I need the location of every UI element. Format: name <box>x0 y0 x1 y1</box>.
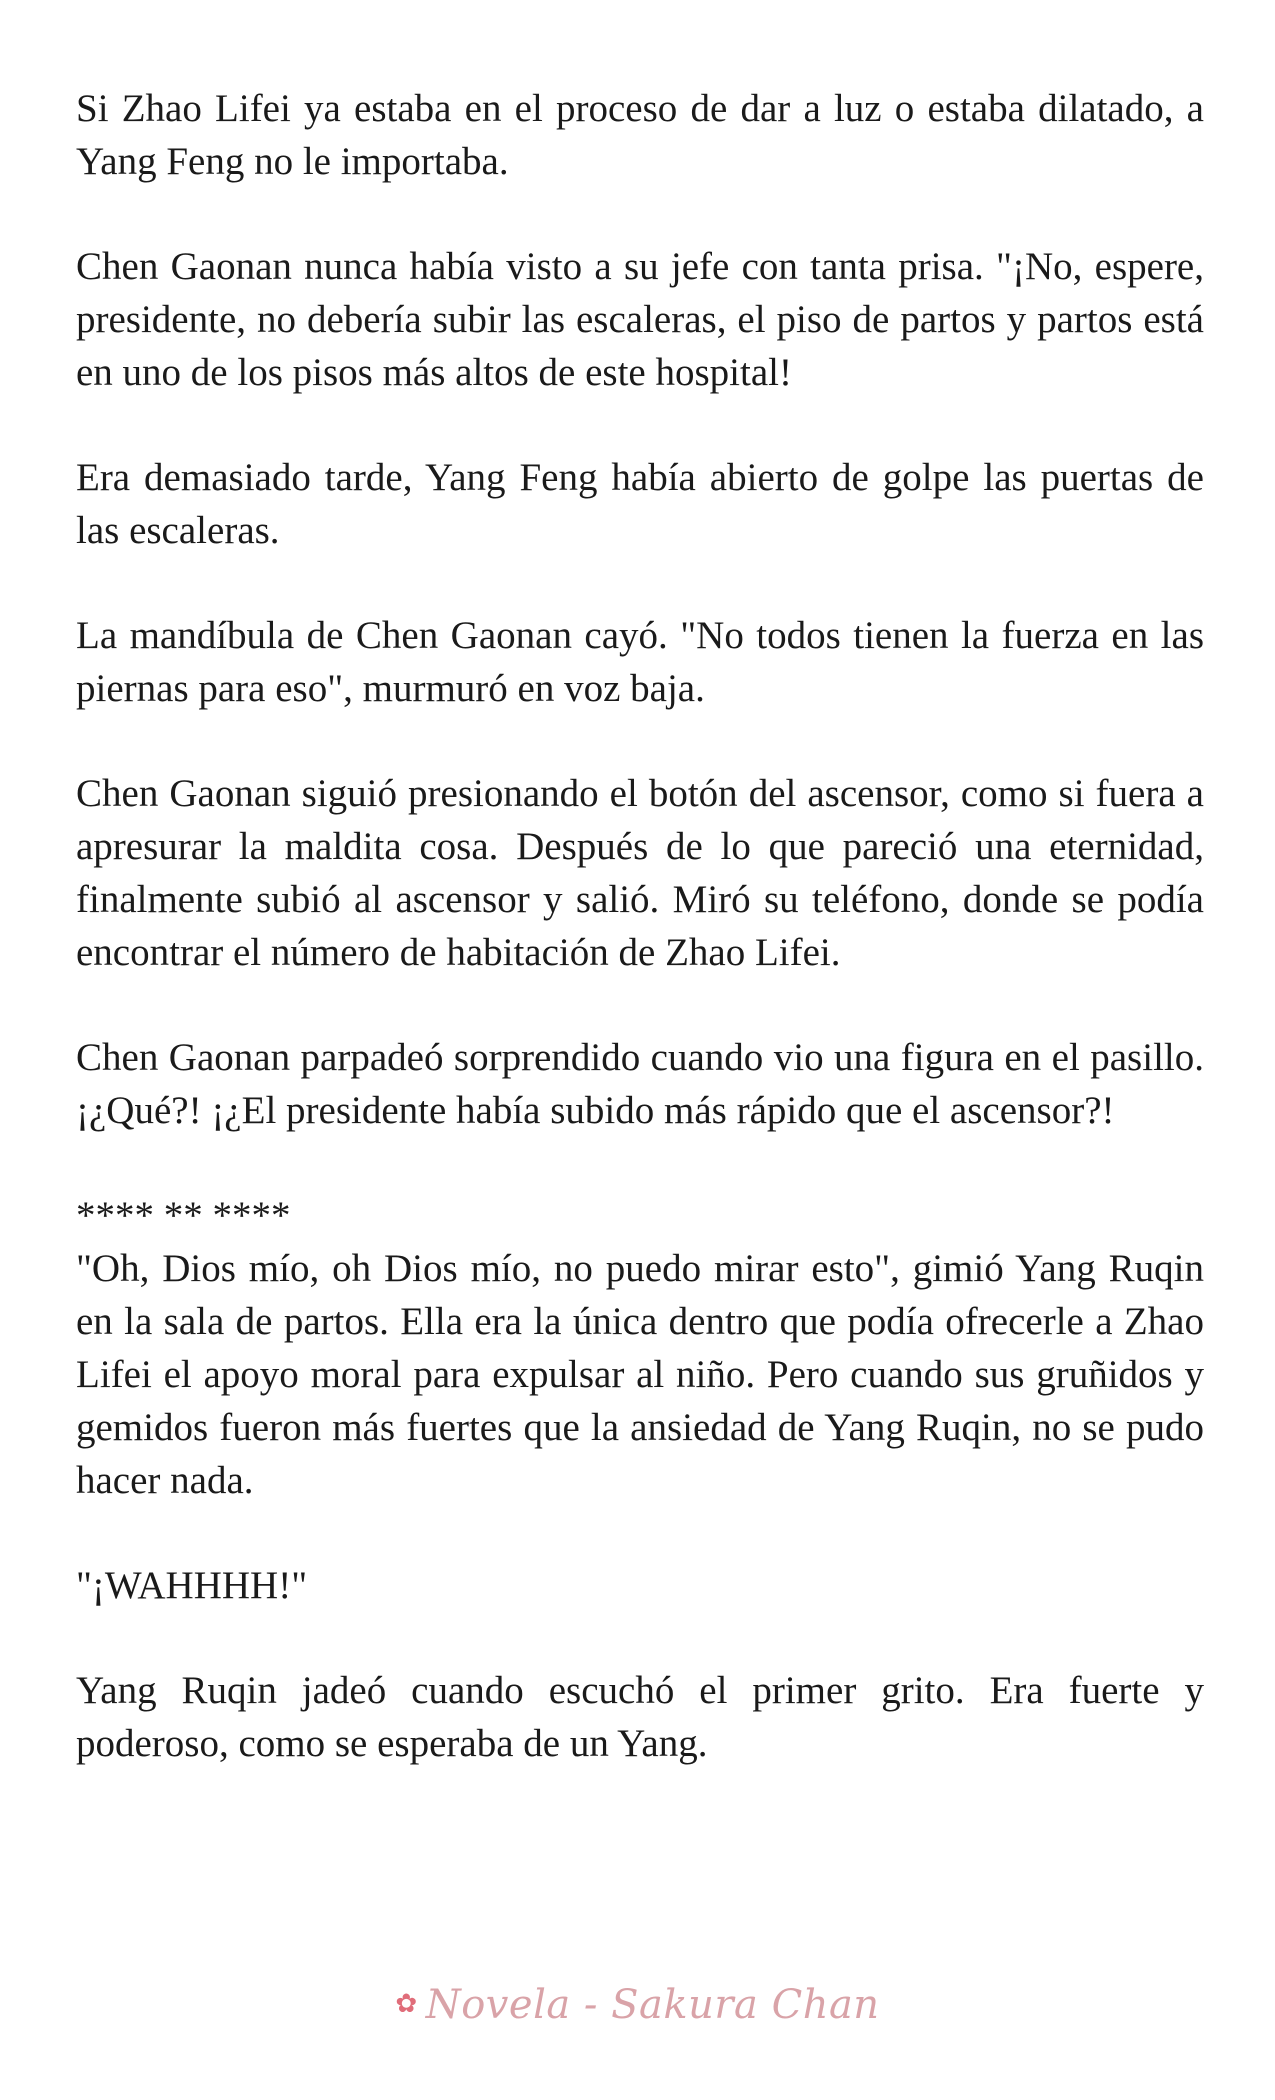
paragraph-9: Yang Ruqin jadeó cuando escuchó el primer grito. Era fuerte y poderoso, como se esperaba de un Yang. <box>76 1669 1204 1765</box>
paragraph-2: Chen Gaonan nunca había visto a su jefe con tanta prisa. "¡No, espere, presidente, no debería subir las escaleras, el piso de partos y partos está en uno de los pisos más altos de este hospital! <box>76 245 1204 394</box>
document-body <box>76 82 1204 1822</box>
paragraph-7: "Oh, Dios mío, oh Dios mío, no puedo mirar esto", gimió Yang Ruqin en la sala de partos. Ella era la única dentro que podía ofrecerle a Zhao Lifei el apoyo moral para expulsar al niño. Pero cuando sus gruñidos y gemidos fueron más fuertes que la ansiedad de Yang Ruqin, no se pudo hacer nada. <box>76 1247 1204 1502</box>
scene-break: **** ** **** <box>76 1194 291 1237</box>
paragraph-6: Chen Gaonan parpadeó sorprendido cuando vio una figura en el pasillo. ¡¿Qué?! ¡¿El presidente había subido más rápido que el ascensor?! <box>76 1036 1204 1132</box>
paragraph-3: Era demasiado tarde, Yang Feng había abierto de golpe las puertas de las escaleras. <box>76 456 1204 552</box>
paragraph-5: Chen Gaonan siguió presionando el botón del ascensor, como si fuera a apresurar la maldita cosa. Después de lo que pareció una eternidad, finalmente subió al ascensor y salió. Miró su teléfono, donde se podía encontrar el número de habitación de Zhao Lifei. <box>76 772 1204 974</box>
paragraph-8: "¡WAHHHH!" <box>76 1564 308 1607</box>
paragraph-4: La mandíbula de Chen Gaonan cayó. "No todos tienen la fuerza en las piernas para eso", murmuró en voz baja. <box>76 614 1204 710</box>
watermark-text: Novela - Sakura Chan <box>425 1982 880 2028</box>
paragraph-1: Si Zhao Lifei ya estaba en el proceso de dar a luz o estaba dilatado, a Yang Feng no le importaba. <box>76 87 1204 183</box>
watermark <box>0 1982 1275 2028</box>
sakura-flower-icon: ✿ <box>395 1989 418 2019</box>
